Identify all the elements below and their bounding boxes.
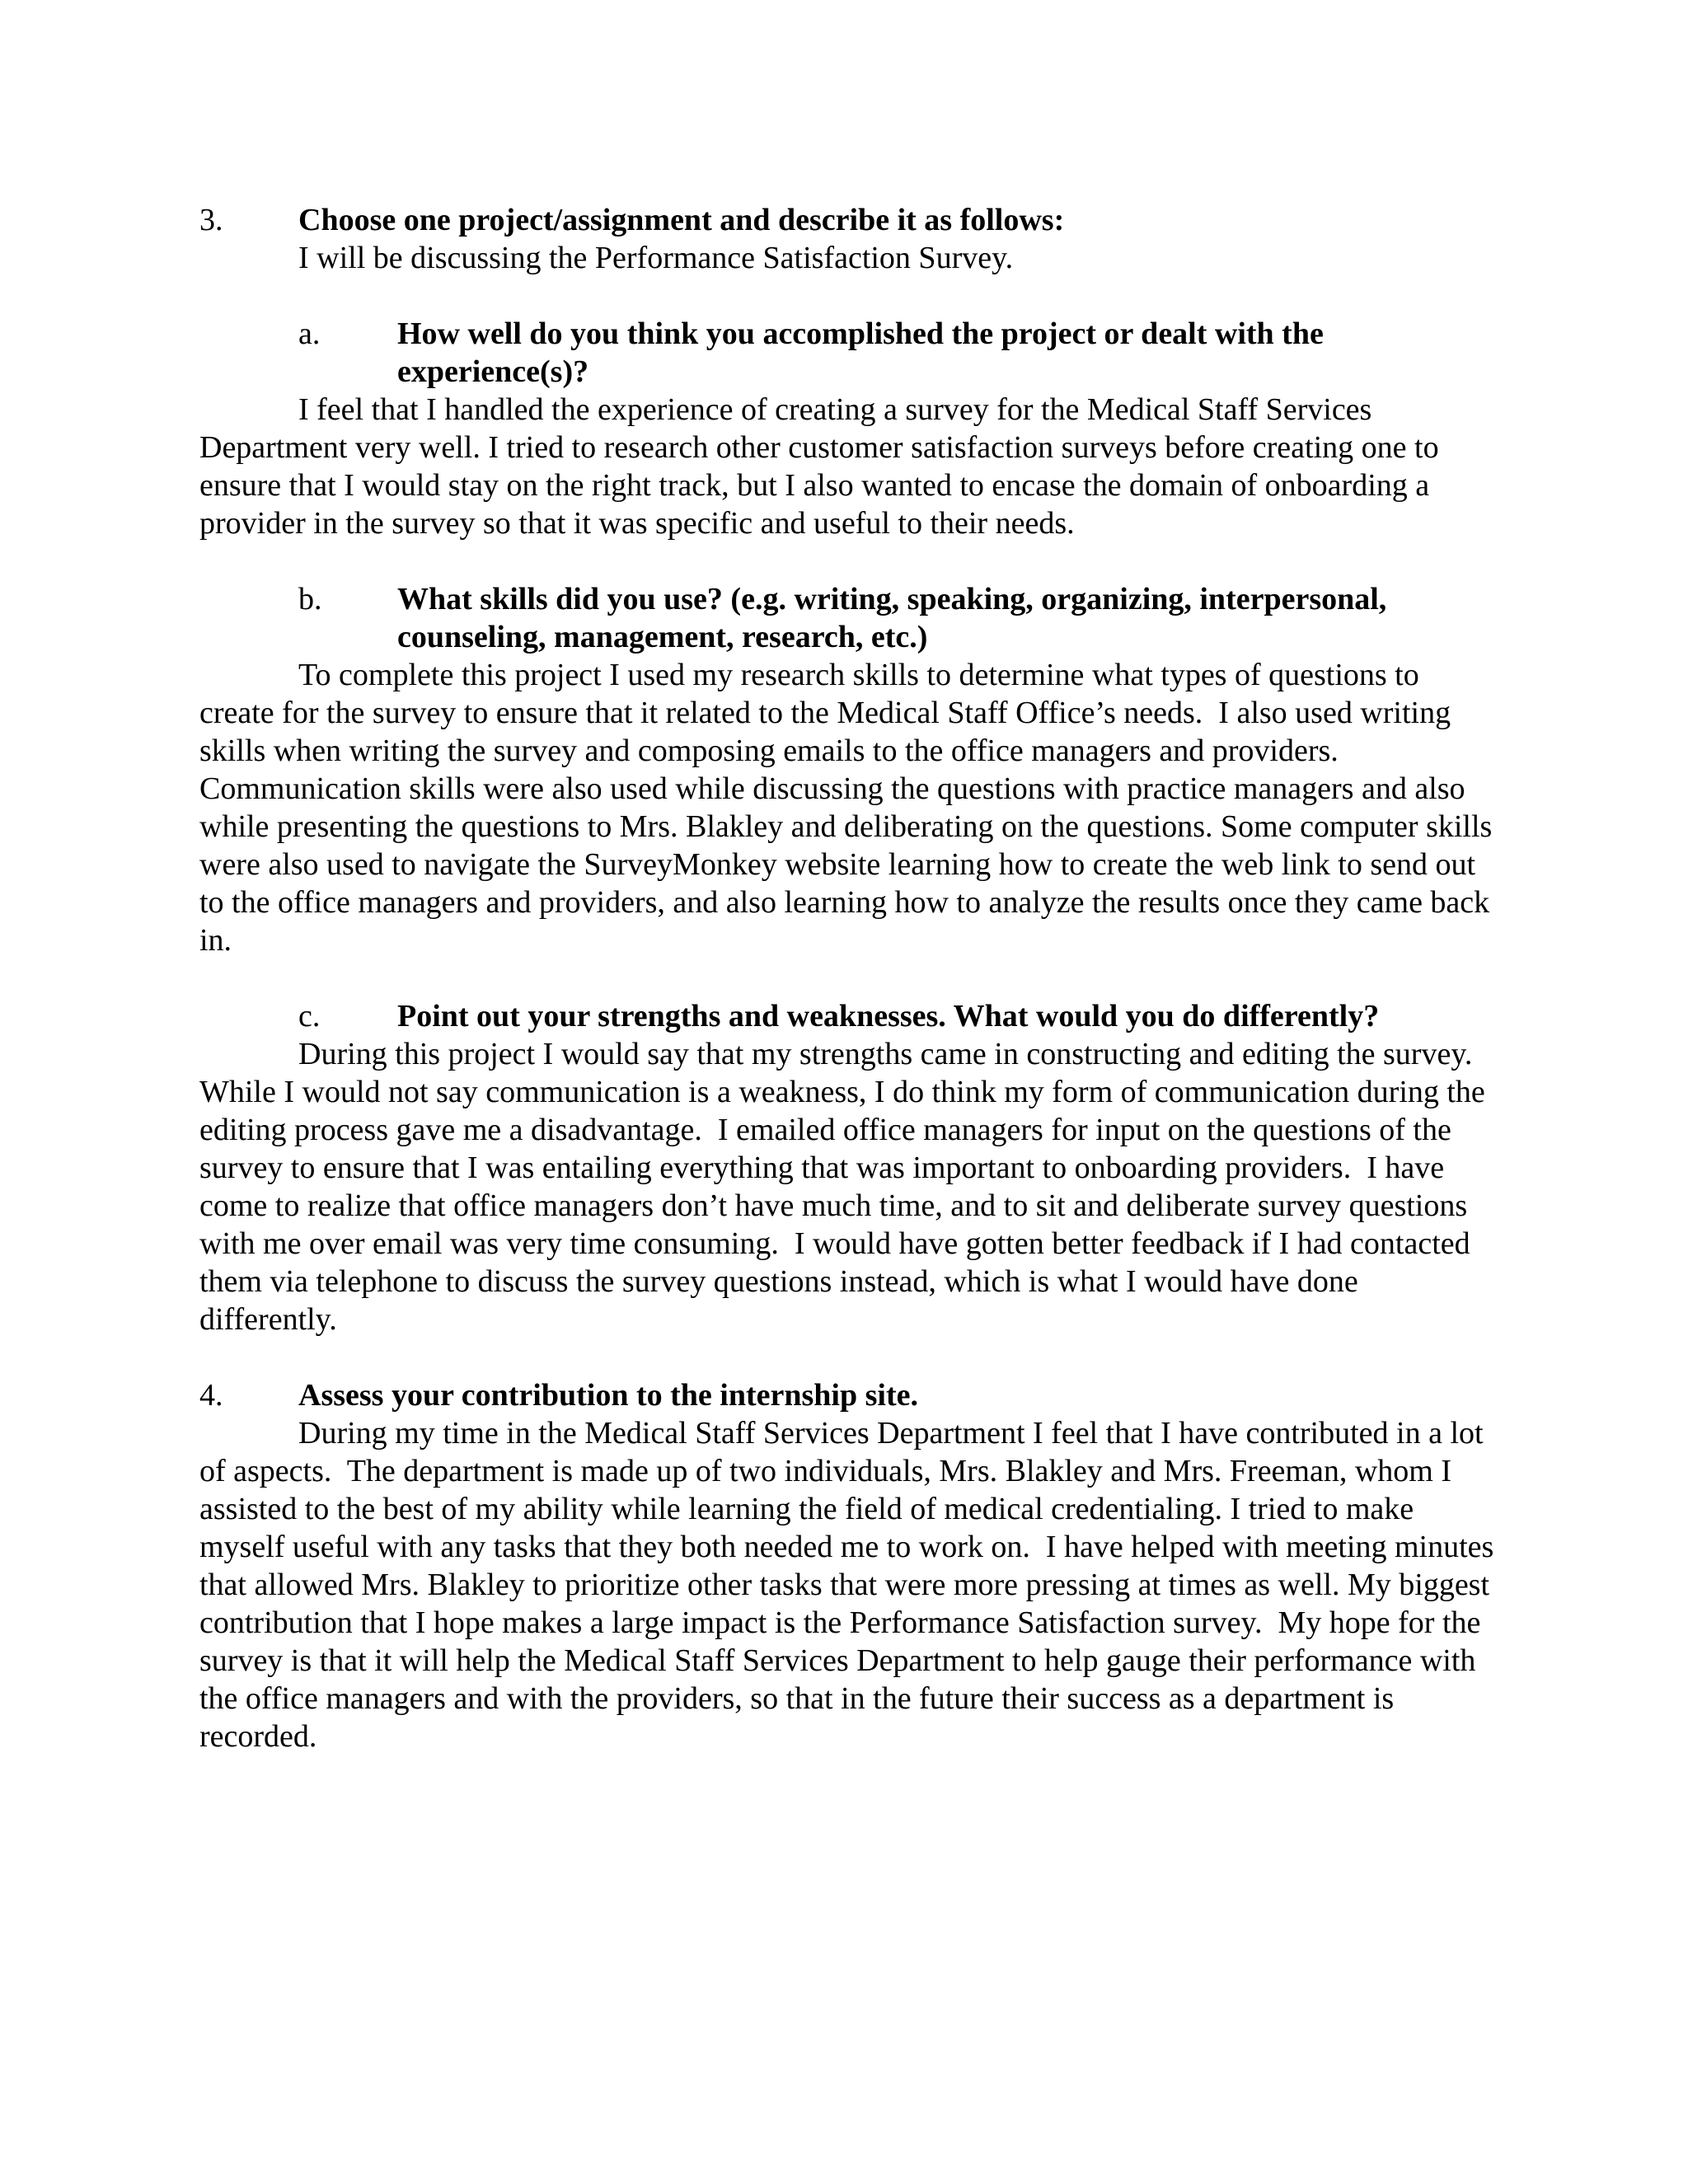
answer-3a: I feel that I handled the experience of creating a survey for the Medical Staff Services Department very well. I tried to research other customer satisfaction surveys before creating one to ensure that I would stay on the right track, but I also wanted to encase the domain of onboarding a provider in the survey so that it was specific and useful to their needs. — [199, 392, 1447, 541]
question-3b-letter: b. — [298, 582, 322, 616]
question-3b-heading — [199, 580, 1500, 656]
question-4-text: Assess your contribution to the internship site. — [298, 1378, 918, 1413]
question-3-text: Choose one project/assignment and describe it as follows: — [298, 203, 1065, 237]
answer-3c: During this project I would say that my strengths came in constructing and editing the survey. While I would not say communication is a weakness, I do think my form of communication during the editing process gave me a disadvantage. I emailed office managers for input on the questions of the survey to ensure that I was entailing everything that was important to onboarding providers. I have come to realize that office managers don’t have much time, and to sit and deliberate survey questions with me over email was very time consuming. I would have gotten better feedback if I had contacted them via telephone to discuss the survey questions instead, which is what I would have done differently. — [199, 1037, 1493, 1337]
question-3c-text: Point out your strengths and weaknesses. What would you do differently? — [397, 999, 1380, 1033]
question-3-heading — [199, 201, 1500, 239]
answer-3b: To complete this project I used my research skills to determine what types of questions to create for the survey to ensure that it related to the Medical Staff Office’s needs. I also used writing skills when writing the survey and composing emails to the office managers and providers. Communication skills were also used while discussing the questions with practice managers and also while presenting the questions to Mrs. Blakley and deliberating on the questions. Some computer skills were also used to navigate the SurveyMonkey website learning how to create the web link to send out to the office managers and providers, and also learning how to analyze the results once they came back in. — [199, 658, 1500, 958]
spacer — [199, 1338, 1500, 1376]
spacer — [199, 959, 1500, 997]
question-3a-text: How well do you think you accomplished the project or dealt with the experience(s)? — [397, 316, 1324, 389]
spacer — [199, 277, 1500, 315]
question-4-number: 4. — [199, 1378, 223, 1413]
question-4-heading — [199, 1376, 1500, 1414]
question-3a-heading — [199, 315, 1500, 391]
question-3c-letter: c. — [298, 999, 321, 1033]
document-body — [199, 201, 1500, 1755]
question-3-intro: I will be discussing the Performance Satisfaction Survey. — [298, 241, 1014, 275]
question-3a-letter: a. — [298, 316, 321, 351]
spacer — [199, 542, 1500, 580]
question-3-number: 3. — [199, 203, 223, 237]
question-3b-text: What skills did you use? (e.g. writing, speaking, organizing, interpersonal, counseling, management, research, etc.) — [397, 582, 1387, 654]
question-3c-heading — [199, 997, 1500, 1035]
answer-4: During my time in the Medical Staff Services Department I feel that I have contributed in a lot of aspects. The department is made up of two individuals, Mrs. Blakley and Mrs. Freeman, whom I assisted to the best of my ability while learning the field of medical credentialing. I tried to make myself useful with any tasks that they both needed me to work on. I have helped with meeting minutes that allowed Mrs. Blakley to prioritize other tasks that were more pressing at times as well. My biggest contribution that I hope makes a large impact is the Performance Satisfaction survey. My hope for the survey is that it will help the Medical Staff Services Department to help gauge their performance with the office managers and with the providers, so that in the future their success as a department is recorded. — [199, 1416, 1502, 1754]
